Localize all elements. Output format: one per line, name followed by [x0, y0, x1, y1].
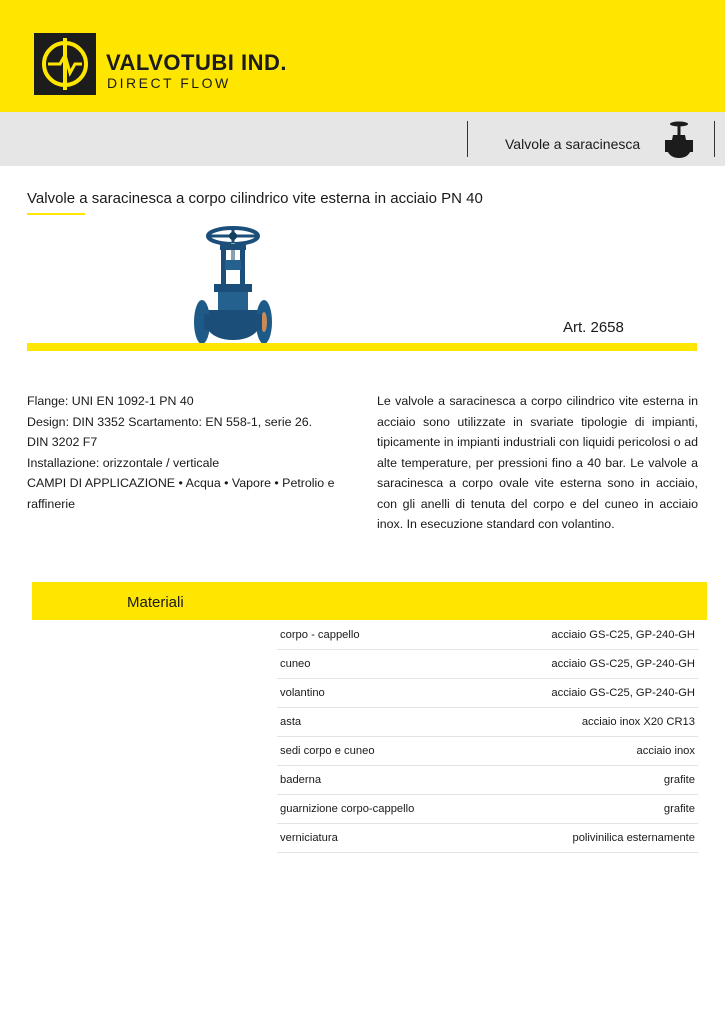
section-rule: [27, 343, 697, 351]
material-part: sedi corpo e cuneo: [280, 745, 375, 757]
table-row: [277, 737, 698, 766]
valve-logo-icon: [34, 33, 96, 95]
brand-name: VALVOTUBI IND.: [106, 50, 287, 75]
table-row: [277, 679, 698, 708]
table-row: [277, 766, 698, 795]
gate-valve-icon: [664, 120, 694, 165]
title-underline: [27, 213, 85, 215]
material-part: volantino: [280, 687, 325, 699]
materials-heading: Materiali: [127, 594, 184, 611]
materials-header: [32, 582, 707, 620]
table-row: [277, 824, 698, 853]
gate-valve-image: [192, 226, 274, 355]
header: [0, 0, 725, 112]
material-value: acciaio GS-C25, GP-240-GH: [551, 629, 695, 641]
materials-table: [277, 621, 698, 853]
material-part: guarnizione corpo-cappello: [280, 803, 415, 815]
divider: [467, 121, 468, 157]
material-value: acciaio GS-C25, GP-240-GH: [551, 687, 695, 699]
article-code: Art. 2658: [563, 319, 624, 336]
spec-line: DIN 3202 F7: [27, 435, 98, 449]
product-title: Valvole a saracinesca a corpo cilindrico vite esterna in acciaio PN 40: [27, 190, 483, 207]
material-value: grafite: [663, 803, 695, 815]
material-part: corpo - cappello: [280, 629, 360, 641]
table-row: [277, 621, 698, 650]
material-value: acciaio inox: [636, 745, 695, 757]
table-row: [277, 650, 698, 679]
spec-line: CAMPI DI APPLICAZIONE • Acqua • Vapore • Petrolio e raffinerie: [27, 476, 335, 511]
material-part: cuneo: [280, 658, 311, 670]
material-value: polivinilica esternamente: [572, 832, 695, 844]
spec-line: Flange: UNI EN 1092-1 PN 40: [27, 394, 194, 408]
table-row: [277, 795, 698, 824]
divider: [714, 121, 715, 157]
material-value: grafite: [663, 774, 695, 786]
specs-list: [27, 391, 347, 514]
material-value: acciaio inox X20 CR13: [581, 716, 695, 728]
spec-line: Installazione: orizzontale / verticale: [27, 455, 220, 470]
material-part: baderna: [280, 774, 322, 786]
product-description: Le valvole a saracinesca a corpo cilindrico vite esterna in acciaio sono utilizzate in svariate tipologie di impianti, tipicamente in impianti industriali con liquidi pericolosi o ad alte temperature, per pressioni fino a 40 bar. Le valvole a saracinesca a corpo ovale vite esterna sono in acciaio, con gli anelli di tenuta del corpo e del cuneo in acciaio inox. In esecuzione standard con volantino.: [377, 394, 698, 531]
material-value: acciaio GS-C25, GP-240-GH: [551, 658, 695, 670]
material-part: verniciatura: [280, 832, 338, 844]
table-row: [277, 708, 698, 737]
category-label: Valvole a saracinesca: [505, 136, 641, 152]
brand-tagline: DIRECT FLOW: [107, 75, 231, 91]
spec-line: Design: DIN 3352 Scartamento: EN 558-1, serie 26.: [27, 414, 313, 429]
material-part: asta: [280, 716, 302, 728]
